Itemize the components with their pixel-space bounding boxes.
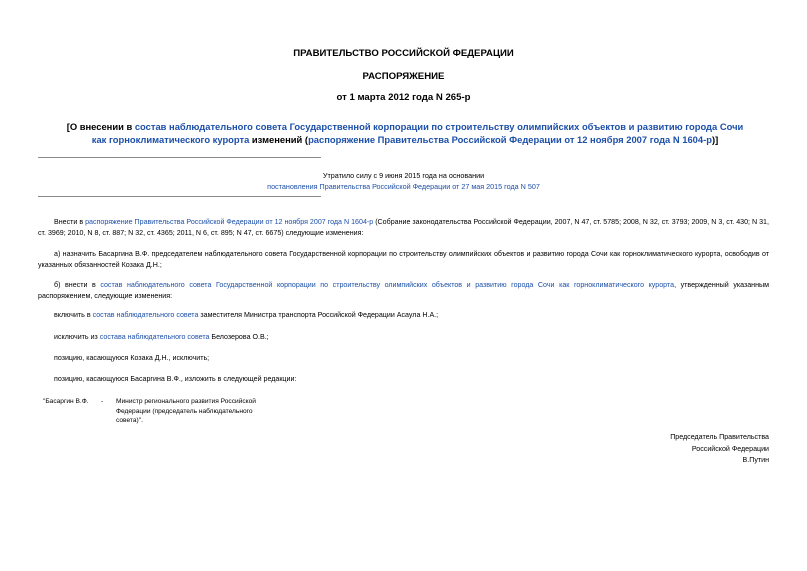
- entry-desc-line2: Федерации (председатель наблюдательного: [116, 407, 253, 415]
- entry-desc-line3: совета)".: [116, 417, 143, 424]
- p3-pre: б) внести в: [54, 281, 101, 289]
- entry-dash: -: [101, 398, 104, 405]
- paragraph-exclude: [38, 332, 769, 343]
- signature-title: Председатель Правительства: [670, 433, 769, 441]
- p6-text: позицию, касающуюся Козака Д.Н., исключить;: [54, 354, 210, 362]
- entry-name: "Басаргин В.Ф.: [43, 398, 89, 405]
- p5-pre: исключить из: [54, 333, 100, 341]
- p3-link-council[interactable]: состав наблюдательного совета Государственной корпорации по строительству олимпийских объектов и развитию города Сочи как горноклиматического курорта: [100, 281, 675, 289]
- entry-description: [116, 397, 266, 426]
- title-link-decree-1604[interactable]: распоряжение Правительства Российской Федерации от 12 ноября 2007 года N 1604-р: [308, 134, 712, 145]
- paragraph-include: [38, 310, 769, 321]
- p5-post: Белозерова О.В.;: [209, 333, 269, 341]
- p4-post: заместителя Министра транспорта Российской Федерации Асаула Н.А.;: [198, 311, 439, 319]
- document-title: [60, 120, 750, 146]
- repeal-note: [250, 170, 557, 192]
- repeal-note-text: Утратило силу с 9 июня 2015 года на основании: [322, 171, 485, 180]
- document-date-number: от 1 марта 2012 года N 265-р: [336, 92, 471, 103]
- title-suffix: )]: [711, 134, 719, 145]
- p3-post: , утвержденный указанным распоряжением, следующие изменения:: [38, 281, 769, 300]
- paragraph-kozak: [38, 353, 769, 364]
- divider-bottom: [38, 196, 321, 197]
- title-link-council-composition[interactable]: состав наблюдательного совета Государственной корпорации по строительству олимпийских объектов и развитию города Сочи как горноклиматического курорта: [91, 121, 744, 145]
- p1-link-decree[interactable]: распоряжение Правительства Российской Федерации от 12 ноября 2007 года N 1604-р: [85, 218, 374, 226]
- signature-name: В.Путин: [742, 456, 769, 464]
- repeal-note-link[interactable]: постановления Правительства Российской Федерации от 27 мая 2015 года N 507: [267, 182, 540, 191]
- p1-pre: Внести в: [54, 218, 86, 226]
- title-prefix: [О внесении в: [66, 121, 135, 132]
- title-middle: изменений (: [249, 134, 309, 145]
- p1-post: (Собрание законодательства Российской Федерации, 2007, N 47, ст. 5785; 2008, N 32, ст. 3793; 2009, N 3, ст. 430; N 31, ст. 3969; 2010, N 8, ст. 887; N 32, ст. 4365; 2011, N 6, ст. 895; N 47, ст. 6675) следующие изменения:: [38, 218, 769, 237]
- p4-pre: включить в: [54, 311, 93, 319]
- paragraph-b: [38, 280, 769, 302]
- paragraph-basargin: [38, 374, 769, 385]
- p5-link-council[interactable]: состава наблюдательного совета: [99, 333, 210, 341]
- document-type: РАСПОРЯЖЕНИЕ: [362, 71, 445, 82]
- paragraph-intro: [38, 217, 769, 239]
- signature-country: Российской Федерации: [691, 444, 769, 453]
- government-heading: ПРАВИТЕЛЬСТВО РОССИЙСКОЙ ФЕДЕРАЦИИ: [293, 48, 514, 59]
- p4-link-council[interactable]: состав наблюдательного совета: [92, 311, 199, 319]
- paragraph-a: [38, 249, 769, 271]
- p7-text: позицию, касающуюся Басаргина В.Ф., изложить в следующей редакции:: [54, 375, 297, 383]
- p2-text: а) назначить Басаргина В.Ф. председателем наблюдательного совета Государственной корпорации по строительству олимпийских объектов и развитию города Сочи как горноклиматического курорта, освободив от указанных обязанностей Козака Д.Н.;: [38, 250, 769, 269]
- divider-top: [38, 157, 321, 158]
- signature-block: [670, 432, 769, 467]
- entry-desc-line1: Министр регионального развития Российской: [116, 398, 256, 405]
